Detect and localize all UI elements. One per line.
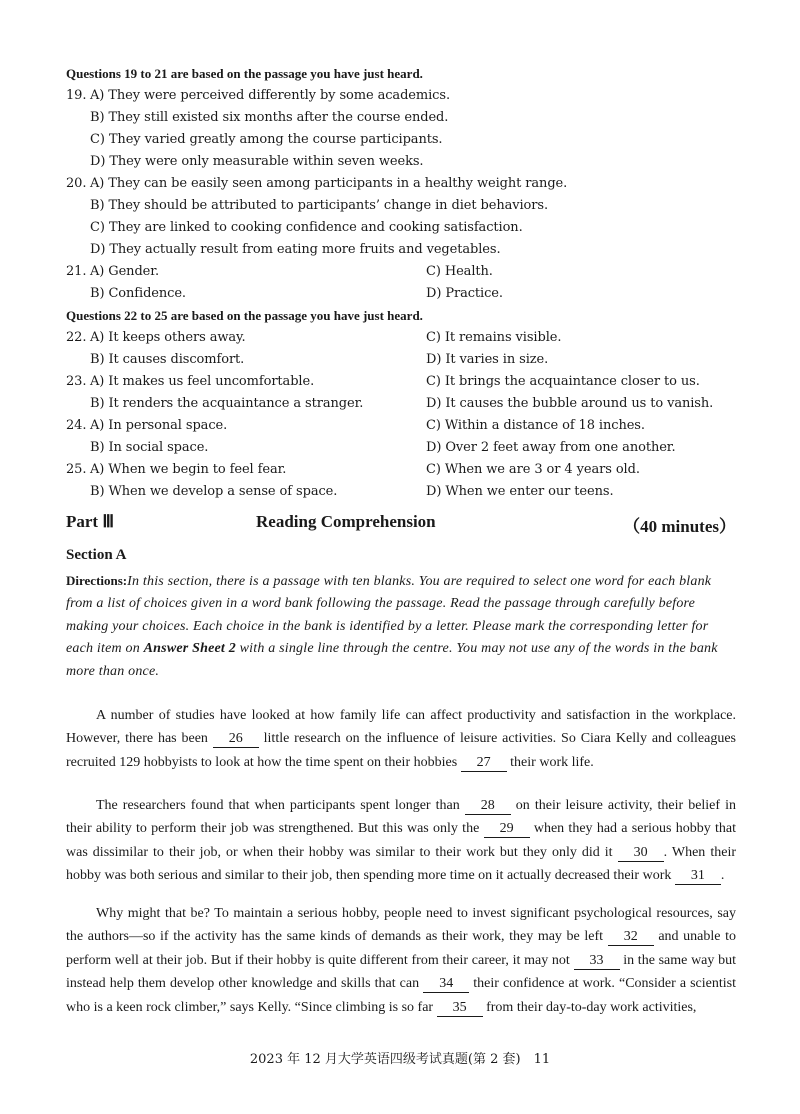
text: from their day-to-day work activities, [482,999,697,1015]
text: in the same way but instead help them develop other knowledge and skills that can [66,952,736,992]
option-d: D) When we enter our teens. [426,484,614,499]
option-c: C) It brings the acquaintance closer to us. [426,374,700,389]
option-a: A) It makes us feel uncomfortable. [90,374,315,389]
question-number: 20. [66,176,87,191]
blank-27: 27 [461,755,507,772]
option-d: D) Over 2 feet away from one another. [426,440,676,455]
text: their confidence at work. “Consider a scientist who is a keen rock climber,” says Kelly. “Since climbing is so far [66,976,736,1015]
text: on their leisure activity, their belief in their ability to perform their job was strengthened. But this was only the [66,798,736,837]
part-title: Reading Comprehension [256,512,436,531]
question-number: 22. [66,330,87,345]
page-footer: 2023 年 12 月大学英语四级考试真题(第 2 套) 11 [249,1052,551,1067]
option-a: A) They can be easily seen among participants in a healthy weight range. [90,176,568,191]
question-number: 24. [66,418,87,433]
option-b: B) In social space. [90,440,209,455]
option-a: A) Gender. [90,264,159,279]
option-c: C) Health. [426,264,493,279]
option-d: D) Practice. [426,286,503,301]
section-title: Section A [66,547,127,563]
option-d: D) They were only measurable within seven weeks. [90,154,424,169]
option-a: A) They were perceived differently by some academics. [90,88,450,103]
directions-label: Directions: [66,573,128,588]
option-c: C) They varied greatly among the course participants. [90,132,443,147]
blank-30: 30 [618,845,664,862]
directions-text [66,574,718,679]
section-header-19-21: Questions 19 to 21 are based on the passage you have just heard. [66,66,423,81]
option-a: A) In personal space. [90,418,228,433]
text: and unable to perform well at their job. But if their hobby is quite different from their career, it may not [66,929,736,968]
blank-28: 28 [465,798,511,815]
text: when they had a serious hobby that was dissimilar to their job, or when their hobby was similar to their work but they only did it [66,821,736,860]
blank-33: 33 [574,953,620,970]
directions [66,570,736,683]
option-c: C) Within a distance of 18 inches. [426,418,645,433]
part-label: Part Ⅲ [66,512,115,531]
part-heading [66,512,736,536]
option-b: B) Confidence. [90,286,186,301]
directions-post: with a single line through the centre. You may not use any of the words in the bank more than once. [66,641,718,679]
option-c: C) It remains visible. [426,330,562,345]
option-d: D) It causes the bubble around us to vanish. [426,396,714,411]
option-b: B) They still existed six months after the course ended. [90,110,449,125]
blank-29: 29 [484,821,530,838]
answer-sheet-ref: Answer Sheet 2 [143,641,236,657]
option-b: B) It causes discomfort. [90,352,245,367]
question-number: 19. [66,88,87,103]
text: their work life. [506,754,594,770]
passage-paragraph-3 [66,902,736,1019]
passage-paragraph-2 [66,794,736,888]
text: The researchers found that when participants spent longer than [96,798,465,813]
passage-paragraph-1 [66,704,736,774]
question-number: 25. [66,462,87,477]
option-d: D) They actually result from eating more fruits and vegetables. [90,242,501,257]
option-c: C) They are linked to cooking confidence and cooking satisfaction. [90,220,523,235]
blank-32: 32 [608,929,654,946]
part-time: （40 minutes） [623,517,736,536]
blank-35: 35 [437,1000,483,1017]
option-a: A) When we begin to feel fear. [90,462,287,477]
blank-26: 26 [213,731,259,748]
section-header-22-25: Questions 22 to 25 are based on the passage you have just heard. [66,308,423,323]
option-b: B) It renders the acquaintance a stranger. [90,396,364,411]
question-number: 21. [66,264,87,279]
directions-pre: In this section, there is a passage with ten blanks. You are required to select one word for each blank from a list of choices given in a word bank following the passage. Read the passage through carefully before making your choices. Each choice in the bank is identified by a letter. Please mark the corresponding letter for each item on [66,574,712,657]
option-d: D) It varies in size. [426,352,549,367]
text: Why might that be? To maintain a serious hobby, people need to invest significant psychological resources, say the authors—so if the activity has the same kinds of demands as their work, they may be left [66,906,736,945]
option-a: A) It keeps others away. [90,330,246,345]
text: . When their hobby was both serious and similar to their job, then spending more time on it actually decreased their work [66,844,736,884]
option-c: C) When we are 3 or 4 years old. [426,462,640,477]
text: . [720,868,725,884]
text: A number of studies have looked at how family life can affect productivity and satisfaction in the workplace. However, there has been [66,708,736,747]
option-b: B) When we develop a sense of space. [90,484,338,499]
blank-31: 31 [675,868,721,885]
blank-34: 34 [423,976,469,993]
question-number: 23. [66,374,87,389]
option-b: B) They should be attributed to participants’ change in diet behaviors. [90,198,549,213]
text: little research on the influence of leisure activities. So Ciara Kelly and colleagues recruited 129 hobbyists to look at how the time spent on their hobbies [66,731,736,770]
